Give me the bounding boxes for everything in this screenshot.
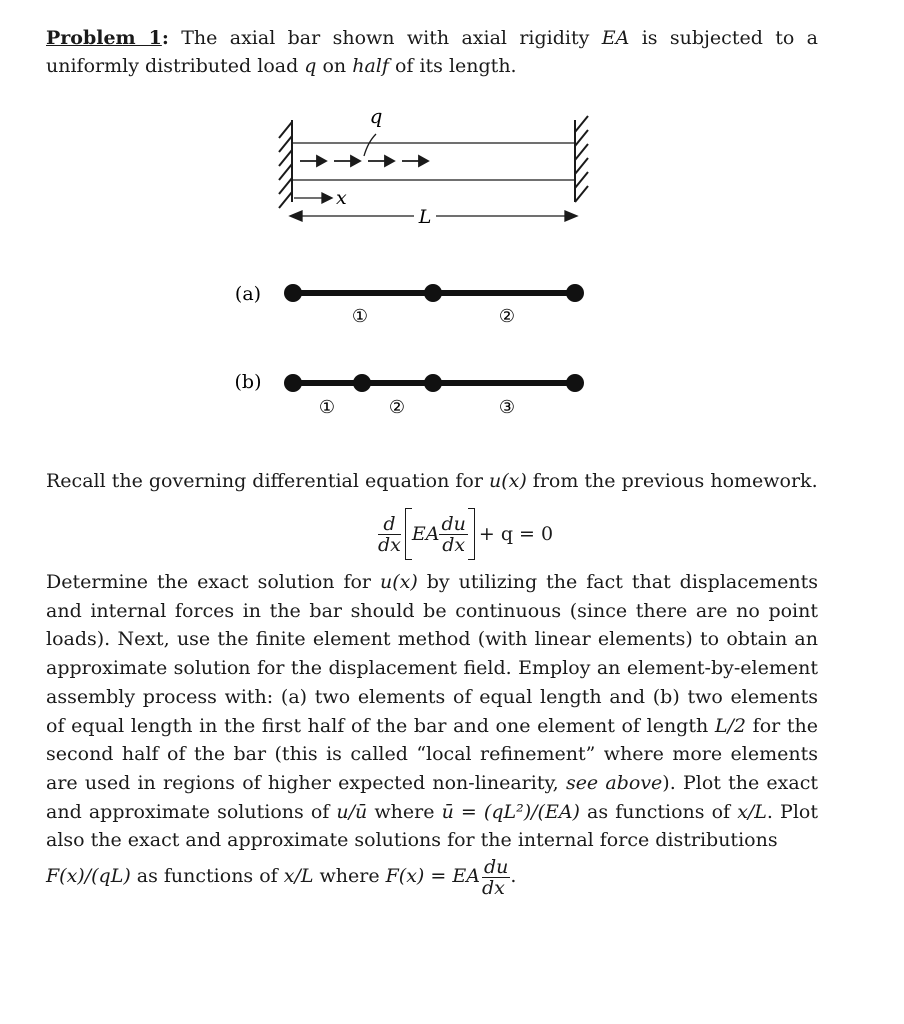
q-symbol: q xyxy=(304,55,317,77)
mesh-b-label: (b) xyxy=(234,371,262,393)
mesh-a-label: (a) xyxy=(234,283,262,305)
intro-text-b: is subjected to a uniformly distributed load xyxy=(46,27,818,77)
right-wall xyxy=(575,116,588,202)
body-text-8: as functions of xyxy=(130,865,284,888)
recall-sentence xyxy=(46,467,818,496)
body-l-half: L/2 xyxy=(714,714,746,737)
eq-ea: EA xyxy=(411,523,440,545)
intro-text-d: of its length. xyxy=(388,55,517,77)
left-wall xyxy=(279,120,292,208)
body-x-over-l-2: x/L xyxy=(283,865,314,888)
length-label: L xyxy=(418,206,432,228)
length-dimension xyxy=(290,211,577,221)
load-label: q xyxy=(369,104,383,128)
body-force-ratio: F(x)/(qL) xyxy=(46,865,131,888)
eq-rest: + q = 0 xyxy=(478,523,554,545)
body-see-above: see above xyxy=(565,771,663,794)
intro-text-a: The axial bar shown with axial rigidity xyxy=(168,27,602,49)
body-text-5: where xyxy=(367,800,442,823)
body-text-3: for the second half of the bar (this is called “local refinement” where more elements are used in regions of higher expected non-linearity, xyxy=(46,714,818,794)
eq-dx2: dx xyxy=(442,533,466,556)
body-text-9: where xyxy=(313,865,386,888)
governing-equation xyxy=(378,505,553,563)
recall-text-b: from the previous homework. xyxy=(526,470,818,492)
problem-label: Problem 1 xyxy=(46,27,162,49)
half-word: half xyxy=(352,55,389,77)
eq-du: du xyxy=(441,512,466,535)
mesh-b-node-2 xyxy=(353,374,371,392)
intro-text-c: on xyxy=(316,55,353,77)
body-du: du xyxy=(483,855,509,878)
mesh-a-element-2: ② xyxy=(498,306,516,327)
eq-du-dx xyxy=(439,514,467,555)
load-leader-line xyxy=(364,134,376,156)
mesh-a-node-1 xyxy=(284,284,302,302)
body-force-definition: F(x) = EA xyxy=(385,865,480,888)
body-text-2: by utilizing the fact that displacements and internal forces in the bar should be continuous (since there are no point loads). Next, use the finite element method (with linear elements) to obtain an approximate solution for the displacement field. Employ an element-by-element assembly process with: (a) two elements of equal length and (b) two elements of equal length in the first half of the bar and one element of length xyxy=(46,571,818,737)
mesh-b-element-1: ① xyxy=(318,397,336,418)
mesh-b-element-2: ② xyxy=(388,397,406,418)
body-text-6: as functions of xyxy=(579,800,738,823)
x-label: x xyxy=(336,187,347,209)
body-x-over-l: x/L xyxy=(737,800,767,823)
recall-text-a: Recall the governing differential equation for xyxy=(46,470,489,492)
mesh-a-node-3 xyxy=(566,284,584,302)
mesh-b-element-3: ③ xyxy=(498,397,516,418)
distributed-load-arrows xyxy=(300,156,428,166)
body-u-ratio: u/ū xyxy=(336,800,368,823)
eq-d: d xyxy=(378,514,401,535)
eq-dx: dx xyxy=(378,533,401,556)
instructions-paragraph xyxy=(46,568,818,899)
problem-intro xyxy=(46,24,818,80)
mesh-b-node-3 xyxy=(424,374,442,392)
eq-left-bracket xyxy=(405,508,412,560)
body-text-7: . Plot also the exact and approximate solutions for the internal force distributions xyxy=(46,800,818,852)
x-axis-arrow xyxy=(294,193,332,203)
mesh-b-node-1 xyxy=(284,374,302,392)
mesh-a-node-2 xyxy=(424,284,442,302)
mesh-b-node-4 xyxy=(566,374,584,392)
body-ux: u(x) xyxy=(380,571,418,593)
eq-right-bracket xyxy=(468,508,475,560)
body-period: . xyxy=(510,865,517,888)
body-ubar-definition: ū = (qL²)/(EA) xyxy=(441,800,580,823)
problem-colon: : xyxy=(161,27,169,49)
eq-d-dx xyxy=(378,514,401,555)
ea-symbol: EA xyxy=(601,27,630,49)
body-text-4: ). Plot the exact and approximate solutions of xyxy=(46,771,818,823)
recall-ux: u(x) xyxy=(488,470,527,492)
body-dx: dx xyxy=(481,876,505,899)
body-text-1: Determine the exact solution for xyxy=(46,571,380,593)
mesh-a-element-1: ① xyxy=(351,306,369,327)
body-du-dx xyxy=(482,857,510,898)
